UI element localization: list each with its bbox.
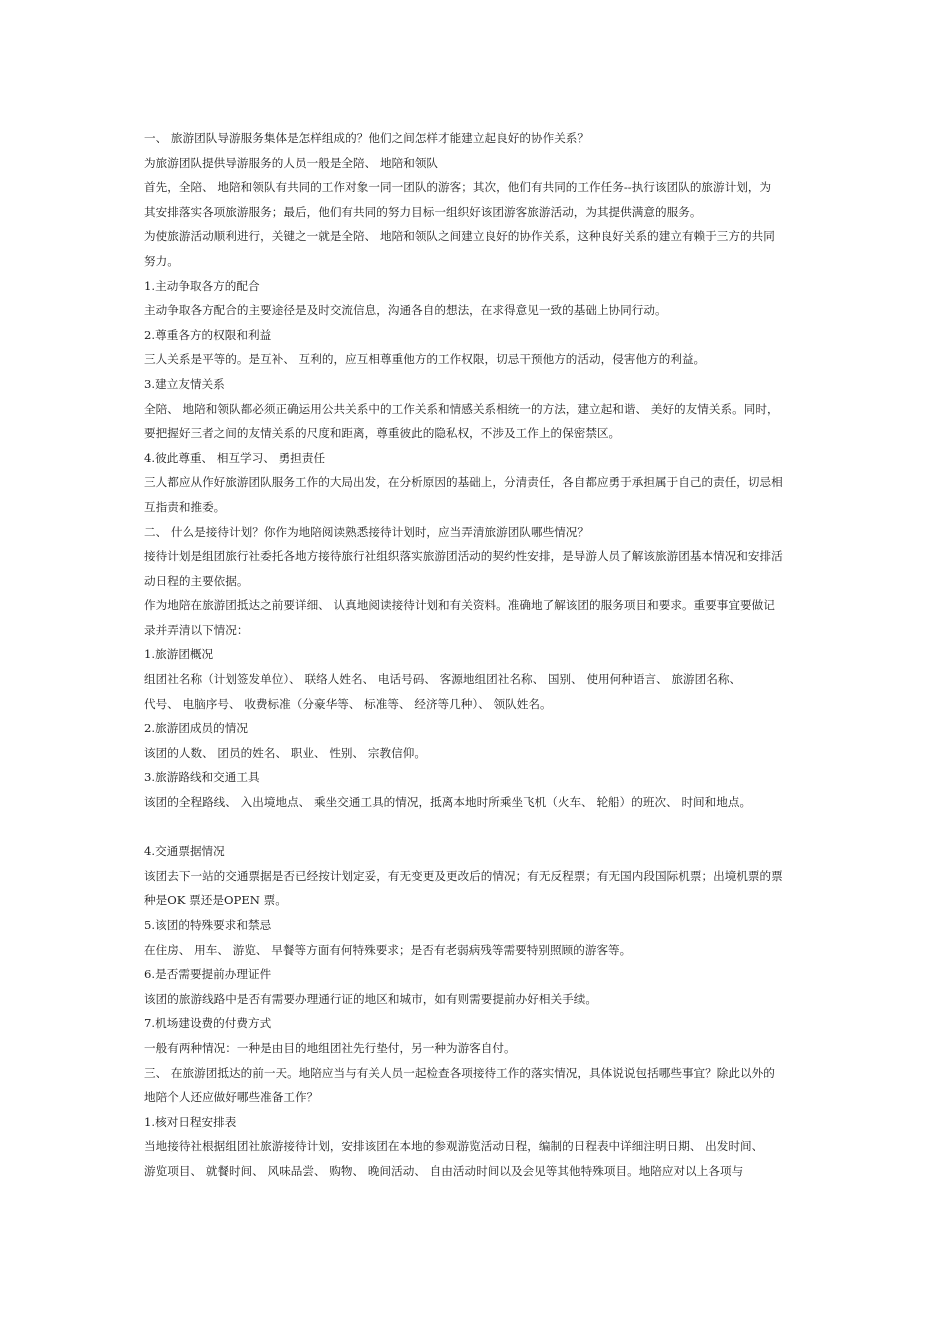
paragraph-line: 全陪、 地陪和领队都必须正确运用公共关系中的工作关系和情感关系相统一的方法，建立起和谐、 美好的友情关系。同时， [144, 401, 779, 416]
question-3-title: 三、 在旅游团抵达的前一天。地陪应当与有关人员一起检查各项接待工作的落实情况，具体说说包括哪些事宜？除此以外的 [144, 1065, 775, 1080]
subheading: 3.旅游路线和交通工具 [144, 770, 260, 785]
paragraph-line: 要把握好三者之间的友情关系的尺度和距离，尊重彼此的隐私权，不涉及工作上的保密禁区。 [144, 426, 621, 441]
paragraph-line: 动日程的主要依据。 [144, 573, 249, 588]
paragraph-line: 三人都应从作好旅游团队服务工作的大局出发，在分析原因的基础上，分清责任，各自都应勇于承担属于自己的责任，切忌相 [144, 475, 783, 490]
paragraph-line: 作为地陪在旅游团抵达之前要详细、 认真地阅读接待计划和有关资料。准确地了解该团的服务项目和要求。重要事宜要做记 [144, 598, 775, 613]
paragraph-line: 该团的旅游线路中是否有需要办理通行证的地区和城市，如有则需要提前办好相关手续。 [144, 991, 597, 1006]
paragraph-line: 当地接待社根据组团社旅游接待计划，安排该团在本地的参观游览活动日程，编制的日程表中详细注明日期、 出发时间、 [144, 1139, 764, 1154]
question-1-title: 一、 旅游团队导游服务集体是怎样组成的？他们之间怎样才能建立起良好的协作关系？ [144, 131, 590, 145]
paragraph-line: 该团的人数、 团员的姓名、 职业、 性别、 宗教信仰。 [144, 745, 426, 760]
paragraph-line: 该团去下一站的交通票据是否已经按计划定妥，有无变更及更改后的情况；有无反程票；有无国内段国际机票；出境机票的票 [144, 868, 783, 883]
paragraph-line: 一般有两种情况：一种是由目的地组团社先行垫付，另一种为游客自付。 [144, 1040, 516, 1055]
paragraph-line: 代号、 电脑序号、 收费标准（分豪华等、 标准等、 经济等几种）、 领队姓名。 [144, 696, 552, 711]
paragraph-line: 为旅游团队提供导游服务的人员一般是全陪、 地陪和领队 [144, 155, 439, 170]
subheading: 5.该团的特殊要求和禁忌 [144, 918, 272, 932]
paragraph-line: 录并弄清以下情况： [144, 622, 249, 637]
subheading: 7.机场建设费的付费方式 [144, 1016, 272, 1031]
paragraph-line: 该团的全程路线、 入出境地点、 乘坐交通工具的情况，抵离本地时所乘坐飞机（火车、 轮船）的班次、 时间和地点。 [144, 795, 752, 810]
paragraph-line: 努力。 [144, 253, 179, 268]
paragraph-line: 首先，全陪、 地陪和领队有共同的工作对象一同一团队的游客；其次，他们有共同的工作任务--执行该团队的旅游计划，为 [144, 180, 772, 195]
paragraph-line: 组团社名称（计划签发单位）、 联络人姓名、 电话号码、 客源地组团社名称、 国别、 使用何种语言、 旅游团名称、 [144, 672, 742, 687]
subheading: 6.是否需要提前办理证件 [144, 967, 272, 982]
paragraph-line: 游览项目、 就餐时间、 风味品尝、 购物、 晚间活动、 自由活动时间以及会见等其他特殊项目。地陪应对以上各项与 [144, 1163, 744, 1178]
paragraph-line: 为使旅游活动顺利进行，关键之一就是全陪、 地陪和领队之间建立良好的协作关系，这种良好关系的建立有赖于三方的共同 [144, 229, 775, 244]
paragraph-line: 三人关系是平等的。是互补、 互利的，应互相尊重他方的工作权限，切忌干预他方的活动，侵害他方的利益。 [144, 352, 706, 367]
subheading: 3.建立友情关系 [144, 376, 225, 391]
paragraph-line: 主动争取各方配合的主要途径是及时交流信息，沟通各自的想法，在求得意见一致的基础上协同行动。 [144, 303, 667, 318]
paragraph-line: 种是OK 票还是OPEN 票。 [144, 893, 287, 908]
subheading: 2.旅游团成员的情况 [144, 721, 249, 736]
subheading: 4.彼此尊重、 相互学习、 勇担责任 [144, 450, 326, 465]
subheading: 1.旅游团概况 [144, 647, 214, 662]
paragraph-line: 地陪个人还应做好哪些准备工作？ [144, 1090, 319, 1105]
subheading: 2.尊重各方的权限和利益 [144, 327, 272, 342]
subheading: 1.主动争取各方的配合 [144, 278, 260, 293]
blank-line [144, 815, 808, 840]
document-body [144, 126, 808, 1184]
subheading: 4.交通票据情况 [144, 844, 225, 859]
question-2-title: 二、 什么是接待计划？你作为地陪阅读熟悉接待计划时，应当弄清旅游团队哪些情况？ [144, 524, 590, 539]
paragraph-line: 接待计划是组团旅行社委托各地方接待旅行社组织落实旅游团活动的契约性安排，是导游人员了解该旅游团基本情况和安排活 [144, 549, 783, 564]
subheading: 1.核对日程安排表 [144, 1114, 237, 1129]
paragraph-line: 互指责和推委。 [144, 499, 226, 514]
paragraph-line: 其安排落实各项旅游服务；最后，他们有共同的努力目标一组织好该团游客旅游活动，为其提供满意的服务。 [144, 204, 702, 219]
paragraph-line: 在住房、 用车、 游览、 早餐等方面有何特殊要求；是否有老弱病残等需要特别照顾的游客等。 [144, 942, 632, 957]
